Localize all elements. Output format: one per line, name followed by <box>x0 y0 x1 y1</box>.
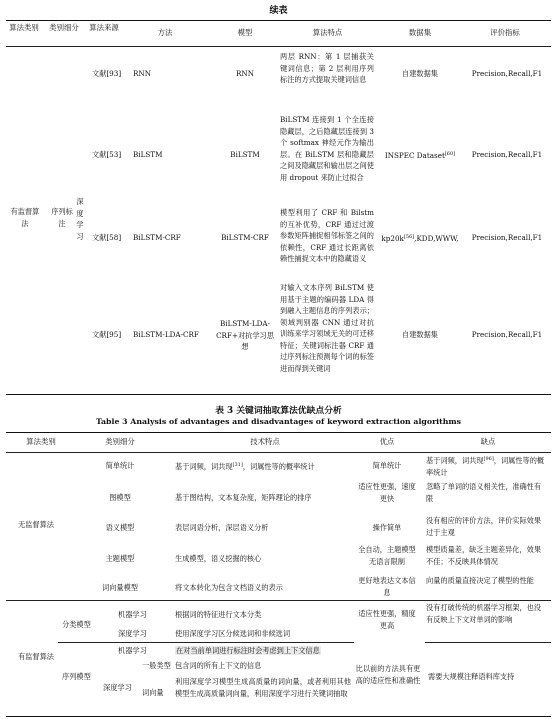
t2-row4-method: BiLSTM-LDA-CRF <box>133 330 199 339</box>
t2-row3-dataset-b: ,KDD,WWW, <box>414 234 459 243</box>
t3-sup-seq-ml-tech <box>175 645 355 657</box>
t3-sup-seq-dl-label: 深度学习 <box>103 683 132 692</box>
t2-row3-source: 文献[58] <box>92 233 122 242</box>
t2-row1-model: RNN <box>236 69 254 78</box>
t2-group-sub: 序列标注 <box>51 207 73 228</box>
t2-row4-feature: 对输入文本序列 BiLSTM 使用基于主题的编码器 LDA 得到融入主题信息的序列表示；领域判别器 CNN 通过对抗训练来学习领域无关的可迁移特征；关键词标注器 CRF 通过序列标注预测每个词的标签进而得到关键词 <box>280 283 374 373</box>
t3-unsup-category: 无监督算法 <box>18 520 54 529</box>
t3-header-dis: 缺点 <box>480 437 496 446</box>
t2-row2-metric: Precision,Recall,F1 <box>471 150 543 159</box>
t2-row2-dataset-text: INSPEC Dataset <box>384 151 445 160</box>
t3-unsup-row5-sub: 词向量模型 <box>102 583 138 592</box>
t3-unsup-row5-dis: 向量的质量直接决定了模型的性能 <box>426 576 534 585</box>
t3-unsup-row4-dis: 模型质量差，缺乏主题差异化，效果不佳；不反映具体情况 <box>426 545 542 566</box>
t2-row3-dataset-a: kp20k <box>381 234 404 243</box>
t3-unsup-row3-tech: 表层词语分析，深层语义分析 <box>175 523 269 532</box>
t3-sup-classify-ml-label: 机器学习 <box>118 610 147 619</box>
t3-title-zh: 表 3 关键词抽取算法优缺点分析 <box>215 406 342 416</box>
t3-unsup-row2-sub: 图模型 <box>109 493 131 502</box>
t3-unsup-row5-tech: 将文本转化为包含文档语义的表示 <box>175 583 283 592</box>
t3-unsup-row3-sub: 语义模型 <box>105 523 135 532</box>
t3-sup-classify-label: 分类模型 <box>62 620 91 629</box>
t3-sup-seq-adv: 比以前的方法具有更高的适应性和准确性 <box>355 664 421 685</box>
t3-sup-seq-wv-tech: 利用深度学习模型生成高质量的词向量，或者利用其他模型生成高质量词向量，利用深度学习进行关键词抽取 <box>175 677 351 698</box>
t3-sup-seq-general-label: 一般类型 <box>142 661 171 670</box>
t3-unsup-row1-tech-a: 基于词频，词共现 <box>175 462 233 471</box>
t2-header-feature: 算法特点 <box>312 28 343 37</box>
t2-row1-source: 文献[93] <box>92 69 122 78</box>
t2-top-rule <box>6 20 551 21</box>
t2-row1-metric: Precision,Recall,F1 <box>471 69 543 78</box>
t2-row4-source: 文献[95] <box>92 330 122 339</box>
t3-sup-seq-ml-tech-text: 在对当前单词进行标注时会考虑到上下文信息 <box>176 646 320 655</box>
t3-sup-category: 有监督算法 <box>18 652 54 661</box>
t3-unsup-row2-adv: 适应性更强，速度更快 <box>358 482 416 503</box>
t2-header-metric: 评价指标 <box>490 28 520 37</box>
t3-sup-seq-label: 序列模型 <box>62 672 91 681</box>
t3-sup-seq-wv-label: 词向量 <box>142 688 164 697</box>
t3-sup-classify-dl-tech: 使用深度学习区分候选词和非候选词 <box>175 629 291 638</box>
t2-row2-method: BiLSTM <box>133 150 163 159</box>
t2-header-source: 算法来源 <box>89 23 119 32</box>
t3-unsup-row1-tech <box>175 460 355 473</box>
t3-sup-classify-dl-label: 深度学习 <box>118 629 147 638</box>
t3-unsup-row5-adv: 更好地表达文本信息 <box>358 576 416 597</box>
t2-header-model: 模型 <box>237 28 253 37</box>
t3-sup-seq-general-tech: 包含词的所有上下文的信息 <box>175 661 262 670</box>
t3-unsup-row2-dis: 忽略了单词的语义相关性，准确性有限 <box>426 482 542 503</box>
t2-row2-dataset <box>378 149 462 162</box>
t2-row3-feature: 模型利用了 CRF 和 Bilstm 的互补优势，CRF 通过过渡参数矩阵捕捉相邻标签之间的依赖性，CRF 通过长距离依赖性捕捉文本中的隐藏语义 <box>280 208 374 263</box>
t2-row3-method: BiLSTM-CRF <box>133 233 181 242</box>
t2-row3-model: BiLSTM-CRF <box>221 233 269 242</box>
t2-header-dataset: 数据集 <box>408 28 432 37</box>
t3-unsup-row2-tech: 基于图结构，文本复杂度，矩阵理论的排序 <box>175 493 312 502</box>
t3-unsup-row1-sub: 简单统计 <box>105 461 135 470</box>
t2-row2-feature: BiLSTM 连接到 1 个全连接隐藏层，之后隐藏层连接到 3 个 softmax 神经元作为输出层。在 BiLSTM 层和隐藏层之间及隐藏层和输出层之间使用 dropout 来防止过拟合 <box>280 115 374 182</box>
t2-header-subcategory: 类别细分 <box>49 23 79 32</box>
t2-bottom-rule <box>6 394 551 395</box>
t3-bottom-rule <box>6 716 551 717</box>
t3-sup-classify-ml-tech: 根据词的特征进行文本分类 <box>175 610 262 619</box>
t2-header-rule <box>6 46 551 47</box>
t3-title-en: Table 3 Analysis of advantages and disadvantages of keyword extraction algorithms <box>95 417 462 426</box>
t2-row3-metric: Precision,Recall,F1 <box>471 233 543 242</box>
continued-label: 续表 <box>269 6 288 16</box>
t2-header-category: 算法类别 <box>9 23 39 32</box>
t3-unsup-row4-adv: 全自动，主题模型无语言限制 <box>358 545 416 566</box>
t3-header-subcategory: 类别细分 <box>105 437 135 446</box>
t2-row4-metric: Precision,Recall,F1 <box>471 330 543 339</box>
t2-row4-model: BiLSTM-LDA-CRF+对抗学习思想 <box>216 319 274 351</box>
t2-row2-dataset-ref: [60] <box>444 151 456 157</box>
t3-unsup-row4-sub: 主题模型 <box>105 554 135 563</box>
t2-row3-dataset <box>376 232 464 245</box>
t2-header-method: 方法 <box>157 28 173 37</box>
t3-top-rule <box>6 432 551 433</box>
t3-sup-classify-dis: 没有打破传统的机器学习框架，也没有反映上下文对单词的影响 <box>426 603 542 624</box>
t3-sup-seq-dis: 需要大规模注释语料库支持 <box>428 672 515 681</box>
t3-unsup-row1-tech-ref: [31] <box>232 462 243 468</box>
t2-row1-dataset: 自建数据集 <box>402 69 438 78</box>
t3-sup-classify-adv: 适应性更强，精度更高 <box>358 609 416 630</box>
t3-header-tech: 技术特点 <box>250 437 280 446</box>
t3-unsup-row3-dis: 没有相应的评价方法，评价实际效果过于主观 <box>426 516 542 537</box>
t3-unsup-row1-adv: 简单统计 <box>372 461 402 470</box>
t3-header-adv: 优点 <box>379 437 395 446</box>
t3-classify-seq-rule-right <box>425 642 551 643</box>
t2-row3-dataset-ref: [56] <box>403 234 415 240</box>
t2-row4-dataset: 自建数据集 <box>402 330 438 339</box>
t3-classify-seq-rule <box>58 642 354 643</box>
t3-header-rule <box>6 452 551 453</box>
t3-section-rule <box>6 600 551 601</box>
t2-row1-feature: 两层 RNN：第 1 层捕获关键词信息；第 2 层利用序列标注的方式提取关键词信息 <box>280 52 374 84</box>
t3-unsup-row1-dis-ref: [96] <box>483 456 494 462</box>
t3-unsup-row4-tech: 生成模型，语义挖掘的核心 <box>175 554 262 563</box>
t3-unsup-row3-adv: 操作简单 <box>372 523 402 532</box>
t2-row2-model: BiLSTM <box>230 150 260 159</box>
t3-unsup-row1-dis-b: ，词属性等的概率统计 <box>426 456 545 477</box>
t2-group-sub2: 深度学习 <box>76 197 84 241</box>
t3-header-category: 算法类别 <box>26 437 56 446</box>
t2-row2-source: 文献[53] <box>92 150 122 159</box>
t3-unsup-row1-dis <box>426 454 548 478</box>
t3-unsup-row1-dis-a: 基于词频，词共现 <box>426 456 484 465</box>
t3-sup-seq-ml-label: 机器学习 <box>118 646 147 655</box>
t2-row1-method: RNN <box>133 69 151 78</box>
t2-group-category: 有监督算法 <box>10 207 40 228</box>
t3-unsup-row1-tech-b: ，词属性等的概率统计 <box>242 462 315 471</box>
